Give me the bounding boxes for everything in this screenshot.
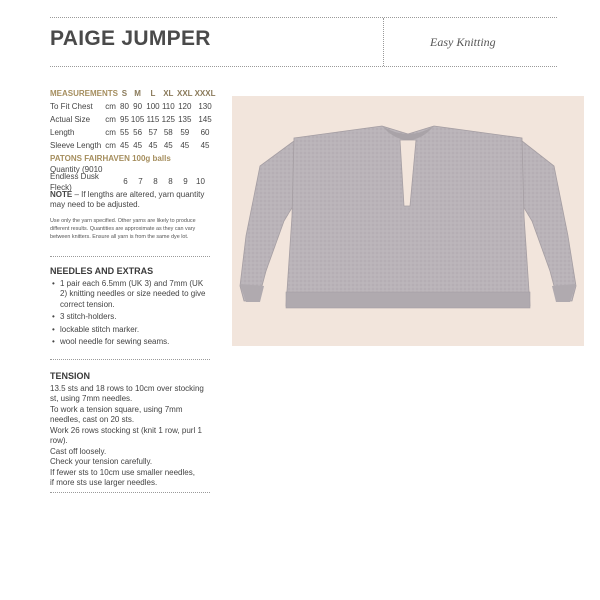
section-divider <box>50 492 210 493</box>
measurement-value: 120 <box>178 102 192 112</box>
quantity-value: 10 <box>196 177 205 187</box>
measurement-value: 45 <box>133 141 143 151</box>
tension-line: To work a tension square, using 7mm needles, cast on 20 sts. <box>50 404 183 424</box>
measurement-label: Actual Size <box>50 115 91 125</box>
measurement-unit: cm <box>105 128 116 138</box>
measurement-row <box>50 140 217 153</box>
category-label: Easy Knitting <box>430 35 496 49</box>
jumper-photo <box>232 96 584 346</box>
yarn-heading: PATONS FAIRHAVEN 100g balls <box>50 154 171 163</box>
measurement-value: 60 <box>200 128 210 138</box>
measurement-unit: cm <box>105 102 116 112</box>
measurement-row <box>50 101 217 114</box>
needles-list <box>50 279 212 348</box>
size-label: XXL <box>177 89 193 99</box>
list-item: • 3 stitch-holders. <box>50 312 212 323</box>
measurement-value: 45 <box>148 141 158 151</box>
measurement-label: To Fit Chest <box>50 102 93 112</box>
measurement-value: 125 <box>161 115 175 125</box>
list-item: • lockable stitch marker. <box>50 325 212 336</box>
measurement-value: 56 <box>133 128 143 138</box>
page-title: PAIGE JUMPER <box>50 27 211 50</box>
list-item: • wool needle for sewing seams. <box>50 337 212 348</box>
quantity-value: 9 <box>183 177 188 187</box>
measurements-table <box>50 88 217 153</box>
measurement-value: 80 <box>120 102 129 112</box>
tension-line: Work 26 rows stocking st (knit 1 row, purl 1 row). <box>50 425 202 445</box>
measurement-value: 59 <box>180 128 190 138</box>
colour-quantity-row <box>50 172 212 192</box>
measurement-row <box>50 114 217 127</box>
quantity-value: 7 <box>138 177 143 187</box>
list-item: • 1 pair each 6.5mm (UK 3) and 7mm (UK 2) knitting needles or size needed to give correct tension. <box>50 279 212 311</box>
measurement-value: 58 <box>163 128 173 138</box>
header-divider <box>383 18 384 66</box>
measurement-value: 55 <box>120 128 129 138</box>
top-dotted-rule <box>50 17 557 18</box>
measurements-header-row <box>50 88 217 101</box>
measurement-label: Length <box>50 128 75 138</box>
measurement-label: Sleeve Length <box>50 141 102 151</box>
section-divider <box>50 256 210 257</box>
measurement-row <box>50 127 217 140</box>
measurement-value: 135 <box>178 115 192 125</box>
size-label: XXXL <box>194 89 216 99</box>
tension-heading: TENSION <box>50 371 91 381</box>
note-label: NOTE <box>50 189 73 199</box>
measurement-value: 115 <box>146 115 160 125</box>
header-bottom-rule <box>50 66 557 67</box>
section-divider <box>50 359 210 360</box>
jumper-image <box>232 96 584 346</box>
tension-line: Check your tension carefully. <box>50 457 153 466</box>
colour-label: Endless Dusk Fleck) <box>50 172 99 192</box>
measurements-section <box>50 88 216 241</box>
measurement-value: 145 <box>198 115 212 125</box>
measurement-value: 90 <box>133 102 143 112</box>
measurement-value: 100 <box>146 102 160 112</box>
needles-heading: NEEDLES AND EXTRAS <box>50 266 154 276</box>
measurement-value: 95 <box>120 115 129 125</box>
needles-section <box>50 266 212 350</box>
measurements-heading: MEASUREMENTS <box>50 89 119 99</box>
measurement-value: 105 <box>130 115 145 125</box>
size-label: S <box>121 89 128 99</box>
measurement-value: 45 <box>163 141 173 151</box>
quantity-label: Quantity (9010 <box>50 165 103 175</box>
measurement-value: 110 <box>161 102 175 112</box>
measurement-value: 130 <box>198 102 212 112</box>
quantity-value: 8 <box>153 177 158 187</box>
quantity-value: 8 <box>168 177 173 187</box>
yarn-note <box>50 190 212 211</box>
size-label: M <box>134 89 141 99</box>
quantity-value: 6 <box>123 177 128 187</box>
measurement-value: 45 <box>180 141 190 151</box>
tension-line: If fewer sts to 10cm use smaller needles, <box>50 467 195 477</box>
measurement-value: 45 <box>120 141 129 151</box>
measurement-value: 57 <box>148 128 158 138</box>
note-text: – If lengths are altered, yarn quantity may need to be adjusted. <box>50 189 205 209</box>
tension-line: 13.5 sts and 18 rows to 10cm over stocking st, using 7mm needles. <box>50 383 204 403</box>
tension-section <box>50 371 212 489</box>
tension-line: Cast off loosely. <box>50 446 107 456</box>
size-label: L <box>150 89 156 99</box>
size-label: XL <box>163 89 174 99</box>
tension-line: if more sts use larger needles. <box>50 478 158 487</box>
measurement-unit: cm <box>105 141 116 151</box>
yarn-disclaimer: Use only the yarn specified. Other yarns are likely to produce different results. Quantities are approximate as they can vary between knitters. Ensure all yarn is from the same dye lot. <box>50 217 196 240</box>
measurement-value: 45 <box>200 141 210 151</box>
measurement-unit: cm <box>105 115 116 125</box>
